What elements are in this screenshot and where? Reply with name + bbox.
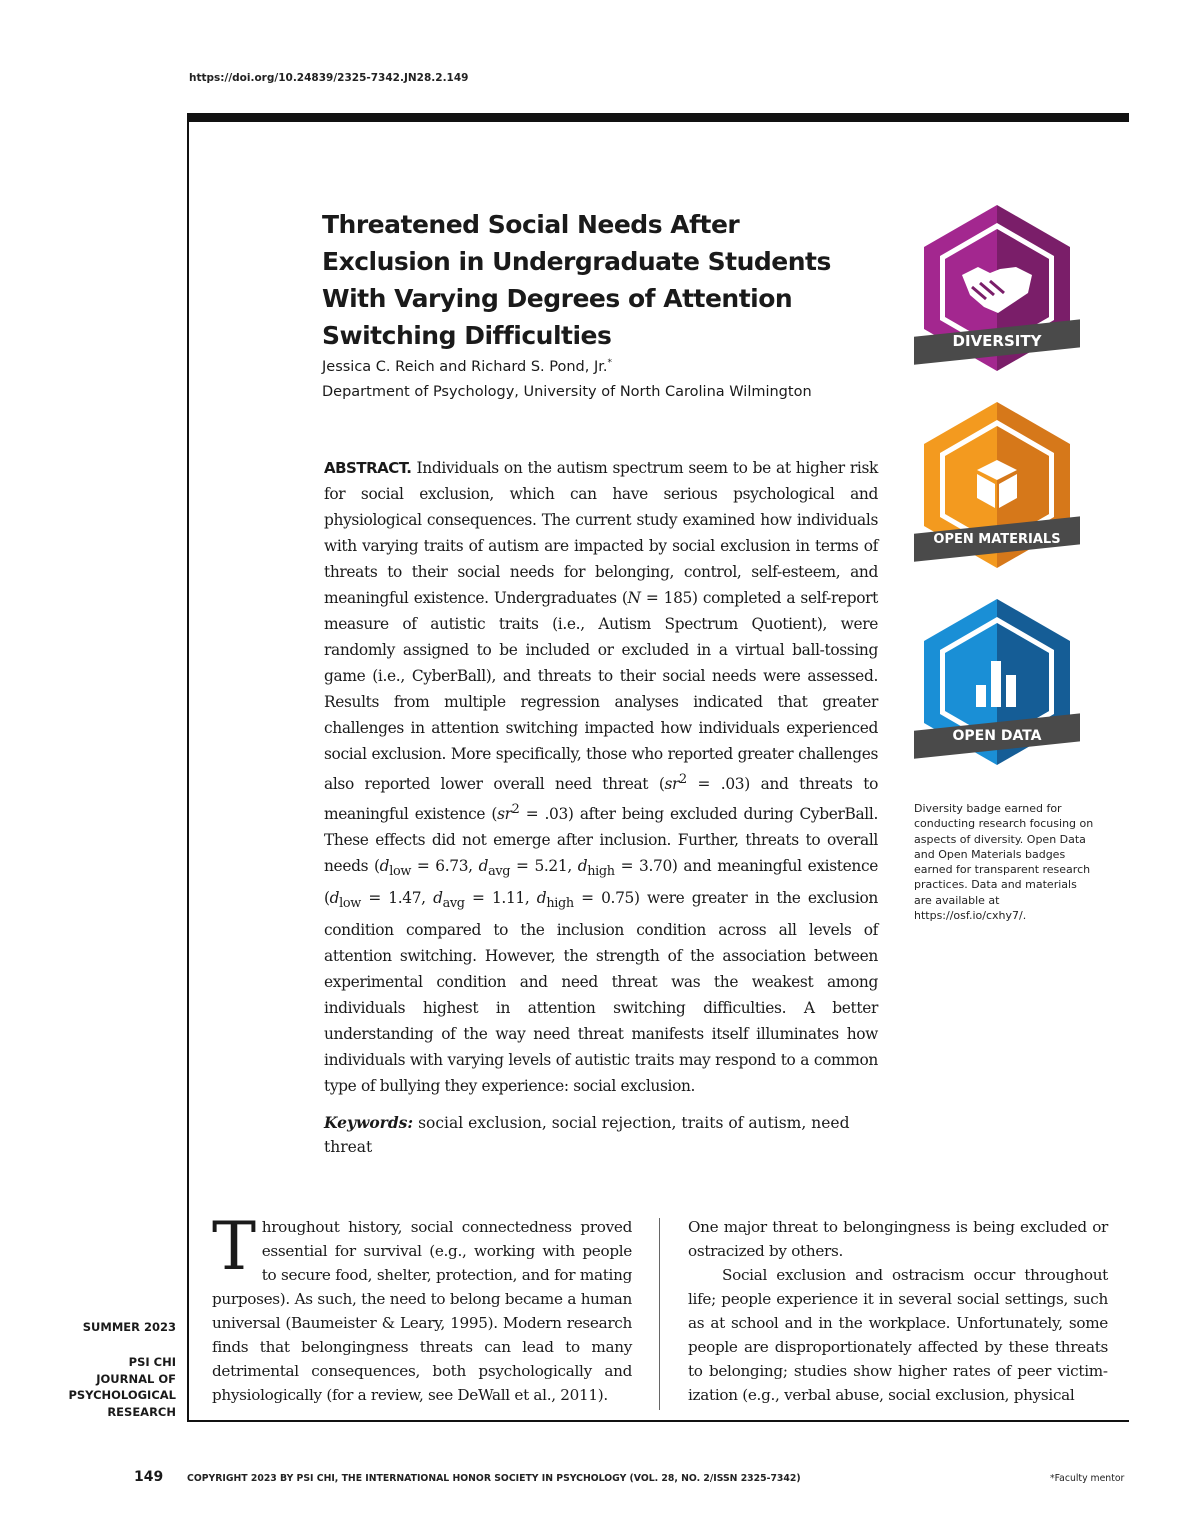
- faculty-mentor-mark: *: [607, 358, 612, 368]
- abstract-text: = 6.73,: [410, 857, 479, 876]
- abstract: [324, 455, 878, 1099]
- keywords-text: social exclusion, social rejection, traits of autism, need threat: [324, 1114, 850, 1156]
- body-paragraph: hroughout history, social connectedness proved essential for survival (e.g., working with people to secure food, shelter, protection, and for mating purposes). As such, the need to belong became a human universal (Baumeister & Leary, 1995). Modern research finds that belongingness threats can lead to many detrimental consequences, both psychologically and physiologically (for a review, see DeWall et al., 2011).: [212, 1218, 632, 1404]
- abstract-text: Individuals on the autism spectrum seem to be at higher risk for social exclusion, which can have serious psychological and physiological consequences. The current study examined how individuals with varying traits of autism are impacted by social exclusion in terms of threats to their social needs for belonging, control, self-esteem, and meaningful existence. Undergraduates (: [324, 459, 878, 607]
- abstract-subscript: low: [339, 896, 361, 912]
- abstract-symbol: d: [329, 889, 340, 908]
- body-column-2: [688, 1215, 1108, 1407]
- title-line: Switching Difficulties: [322, 321, 612, 350]
- open-materials-badge: [912, 400, 1082, 570]
- badge-label: OPEN MATERIALS: [933, 532, 1061, 547]
- abstract-symbol: d: [379, 857, 390, 876]
- body-column-1: [212, 1208, 632, 1407]
- badge-caption: Diversity badge earned for conducting research focusing on aspects of diversity. Open Data and Open Materials badges earned for transparent research practices. Data and materials are available at https://osf.io/cxhy7/.: [914, 802, 1094, 923]
- issue-season: SUMMER 2023: [82, 1320, 176, 1334]
- title-line: With Varying Degrees of Attention: [322, 284, 793, 313]
- abstract-text: = 1.11,: [464, 889, 537, 908]
- abstract-symbol: d: [478, 857, 489, 876]
- abstract-symbol: d: [433, 889, 443, 908]
- abstract-symbol: sr: [664, 775, 680, 794]
- abstract-text: = 0.75) were greater in the exclusion condition compared to the inclusion condition across all levels of attention switching. However, the strength of the association between experimental condition and need threat was the weakest among individuals highest in attention switching difficulties. A better understanding of the way need threat manifests itself illuminates how individuals with varying levels of autistic traits may respond to a common type of bullying they experience: social exclusion.: [324, 889, 878, 1096]
- abstract-text: = 3.70) and meaningful existence (: [324, 857, 878, 908]
- journal-name: [40, 1354, 176, 1420]
- frame-left-rule: [187, 122, 189, 1422]
- abstract-symbol: d: [577, 857, 588, 876]
- doi-link[interactable]: https://doi.org/10.24839/2325-7342.JN28.2.149: [189, 72, 469, 84]
- keywords: [324, 1111, 878, 1159]
- open-data-badge: [912, 597, 1082, 767]
- abstract-text: = 5.21,: [510, 857, 578, 876]
- abstract-superscript: 2: [679, 772, 687, 787]
- abstract-symbol: N: [627, 589, 641, 607]
- title-line: Exclusion in Undergraduate Students: [322, 247, 831, 276]
- abstract-text: = .03) after being excluded during CyberBall. These effects did not emerge after inclusion. Further, threats to overall needs (: [324, 805, 878, 876]
- diversity-badge: [912, 203, 1082, 373]
- affiliation: Department of Psychology, University of North Carolina Wilmington: [322, 384, 812, 400]
- abstract-label: ABSTRACT.: [324, 459, 412, 477]
- top-rule: [187, 113, 1129, 122]
- title-line: Threatened Social Needs After: [322, 210, 740, 239]
- journal-name-line: PSYCHOLOGICAL: [68, 1388, 176, 1402]
- keywords-label: Keywords:: [324, 1113, 414, 1132]
- abstract-text: = 185) completed a self-report measure of autistic traits (i.e., Autism Spectrum Quotient), were randomly assigned to be included or excluded in a virtual ball-tossing game (i.e., CyberBall), and threats to their social needs were assessed. Results from multiple regression analyses indicated that greater challenges in attention switching impacted how individuals experienced social exclusion. More specifically, those who reported greater challenges also reported lower overall need threat (: [324, 589, 878, 794]
- faculty-mentor-note: *Faculty mentor: [1050, 1473, 1125, 1484]
- abstract-subscript: avg: [442, 896, 465, 912]
- abstract-text: = 1.47,: [360, 889, 434, 908]
- abstract-text: = .03) and threats to meaningful existence (: [324, 775, 878, 824]
- authors: [322, 358, 612, 375]
- abstract-subscript: avg: [488, 864, 511, 880]
- abstract-subscript: high: [587, 864, 615, 880]
- frame-bottom-rule: [187, 1420, 1129, 1422]
- body-paragraph: One major threat to belongingness is being excluded or ostracized by others.: [688, 1218, 1108, 1260]
- badge-label: DIVERSITY: [952, 332, 1042, 350]
- abstract-symbol: sr: [497, 805, 512, 824]
- abstract-subscript: low: [389, 864, 411, 880]
- journal-name-line: JOURNAL OF: [96, 1371, 176, 1386]
- journal-name-line: RESEARCH: [107, 1404, 176, 1419]
- body-paragraph: Social exclusion and ostracism occur throughout life; people experience it in several social settings, such as at school and in the workplace. Unfortunately, some people are disproportionately affected by these threats to belonging; studies show higher rates of peer victimization (e.g., verbal abuse, social exclusion, physical: [688, 1266, 1108, 1404]
- column-divider: [659, 1218, 660, 1410]
- drop-cap: T: [212, 1208, 256, 1285]
- journal-name-line: PSI CHI: [128, 1355, 176, 1369]
- abstract-subscript: high: [546, 896, 574, 912]
- copyright-line: COPYRIGHT 2023 BY PSI CHI, THE INTERNATIONAL HONOR SOCIETY IN PSYCHOLOGY (VOL. 28, NO. 2/ISSN 2325-7342): [187, 1473, 801, 1484]
- page-number: 149: [134, 1469, 164, 1485]
- abstract-symbol: d: [536, 889, 547, 908]
- article-title: [322, 206, 882, 354]
- abstract-superscript: 2: [511, 802, 520, 818]
- badge-label: OPEN DATA: [952, 728, 1042, 744]
- author-names: Jessica C. Reich and Richard S. Pond, Jr.: [322, 358, 608, 375]
